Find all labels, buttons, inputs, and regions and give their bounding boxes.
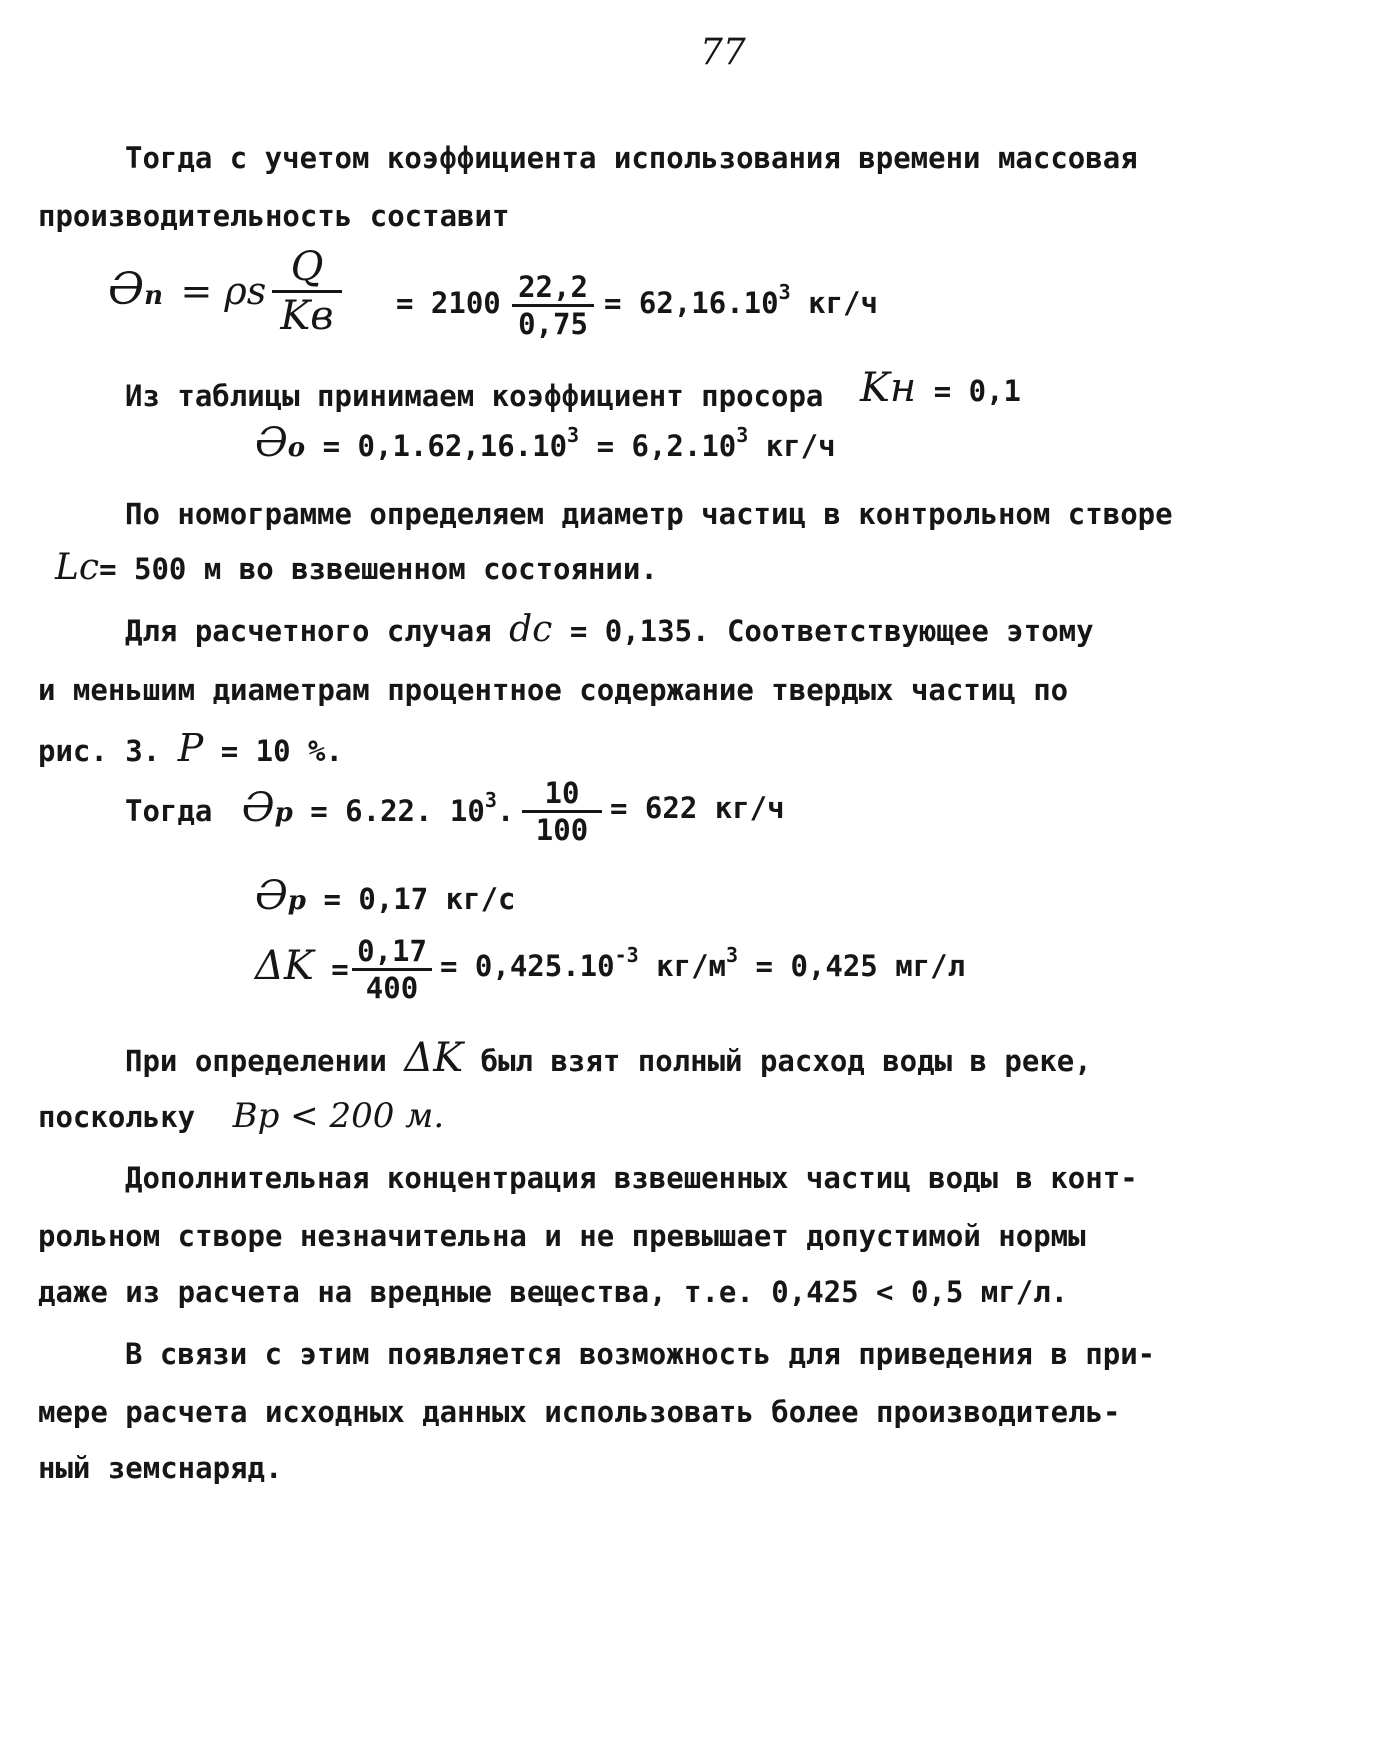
equation-fraction: $\frac{22,2}{0,75}$ (512, 270, 594, 341)
equation-line: Тогда Əр = 6.22. $10^3$. (125, 785, 515, 831)
equation-text: = 2100 (396, 286, 501, 320)
equation-result: = $62,16.10^3$ кг/ч (604, 280, 878, 320)
equation-result: = $0,425.10^{-3}$ $кг/м^3 = 0,425$ мг/л (440, 943, 966, 983)
kn-coefficient: Kн = 0,1 (860, 365, 1022, 411)
text-line: Дополнительная концентрация взвешенных частиц воды в конт- (125, 1161, 1138, 1195)
text-line: Тогда с учетом коэффициента использования времени массовая (125, 141, 1138, 175)
text-line: рис. 3. P = 10 %. (38, 726, 343, 770)
equation-result: = 622 кг/ч (610, 791, 785, 825)
page-number: 77 (700, 32, 746, 73)
equation-line: Əо = $0,1.62,16.10^3 = 6,2.10^3$ кг/ч (255, 420, 836, 466)
text-line: и меньшим диаметрам процентное содержание твердых частиц по (38, 673, 1069, 707)
text-line: производительность составит (38, 199, 510, 233)
text-line: Lс= 500 м во взвешенном состоянии. (55, 547, 658, 588)
equation-line: Əр = 0,17 кг/с (255, 873, 516, 919)
equation-fraction: Q Kв (272, 244, 342, 339)
text-line: Для расчетного случая dс = 0,135. Соответствующее этому (125, 609, 1094, 650)
text-line: даже из расчета на вредные вещества, т.е. 0,425 < 0,5 мг/л. (38, 1275, 1069, 1309)
text-line: поскольку Bр < 200 м. (38, 1096, 445, 1136)
text-line: ный земснаряд. (38, 1451, 283, 1485)
text-line: По номограмме определяем диаметр частиц в контрольном створе (125, 497, 1173, 531)
equation-lhs: ΔK = (255, 943, 349, 989)
text-line: Из таблицы принимаем коэффициент просора (125, 379, 824, 413)
text-line: мере расчета исходных данных использовать более производитель- (38, 1395, 1121, 1429)
text-line: В связи с этим появляется возможность для приведения в при- (125, 1337, 1156, 1371)
equation-fraction: $\frac{0,17}{400}$ (352, 934, 432, 1005)
equation-fraction: $\frac{10}{100}$ (522, 776, 602, 847)
text-line: При определении ΔK был взят полный расход воды в реке, (125, 1035, 1092, 1081)
text-line: рольном створе незначительна и не превышает допустимой нормы (38, 1219, 1086, 1253)
equation-lhs: Əп = ρs (108, 264, 267, 315)
